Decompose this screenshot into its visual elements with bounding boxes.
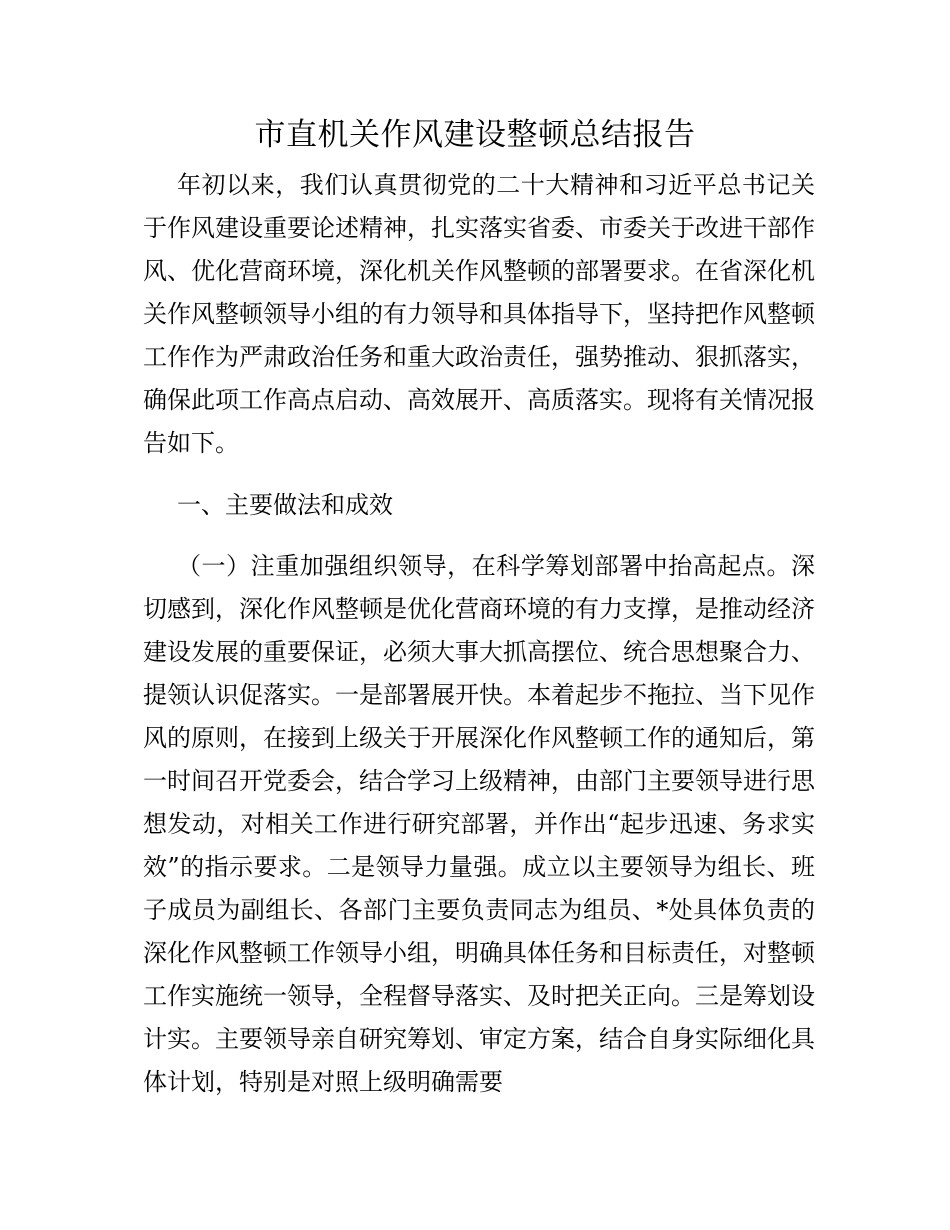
document-title: 市直机关作风建设整顿总结报告 — [254, 117, 696, 153]
intro-paragraph: 年初以来，我们认真贯彻党的二十大精神和习近平总书记关于作风建设重要论述精神，扎实落实省委、市委关于改进干部作风、优化营商环境，深化机关作风整顿的部署要求。在省深化机关作风整顿领导小组的有力领导和具体指导下，坚持把作风整顿工作作为严肃政治任务和重大政治责任，强势推动、狠抓落实，确保此项工作高点启动、高效展开、高质落实。现将有关情况报告如下。 — [143, 171, 815, 457]
section-paragraph: （一）注重加强组织领导，在科学筹划部署中抬高起点。深切感到，深化作风整顿是优化营商环境的有力支撑，是推动经济建设发展的重要保证，必须大事大抓高摆位、统合思想聚合力、提领认识促落实。一是部署展开快。本着起步不拖拉、当下见作风的原则，在接到上级关于开展深化作风整顿工作的通知后，第一时间召开党委会，结合学习上级精神，由部门主要领导进行思想发动，对相关工作进行研究部署，并作出“起步迅速、务求实效”的指示要求。二是领导力量强。成立以主要领导为组长、班子成员为副组长、各部门主要负责同志为组员、*处具体负责的深化作风整顿工作领导小组，明确具体任务和目标责任，对整顿工作实施统一领导，全程督导落实、及时把关正向。三是筹划设计实。主要领导亲自研究筹划、审定方案，结合自身实际细化具体计划，特别是对照上级明确需要 — [143, 552, 815, 1096]
section-heading: 一、主要做法和成效 — [177, 491, 393, 519]
document-body — [143, 164, 815, 1104]
